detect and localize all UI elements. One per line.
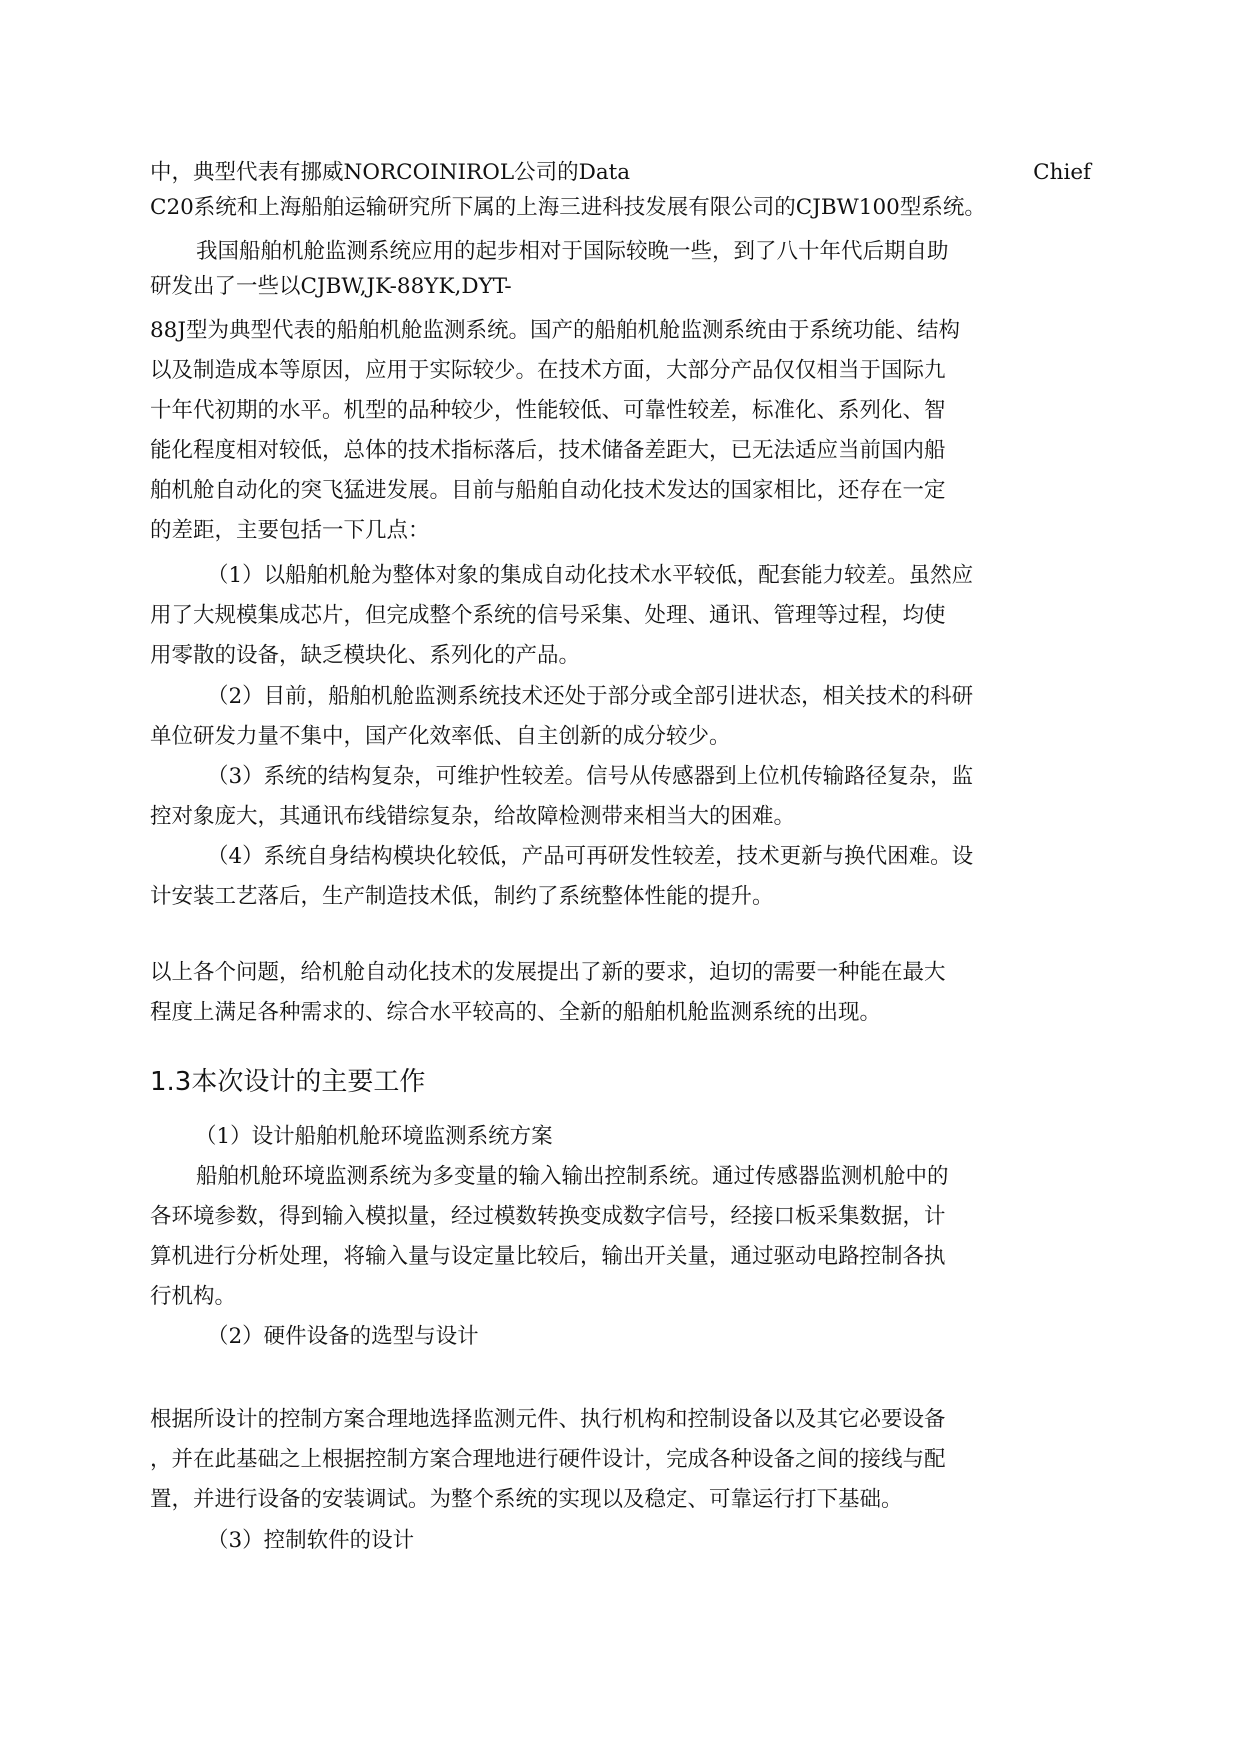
text-line: 用零散的设备，缺乏模块化、系列化的产品。 xyxy=(150,643,581,668)
text-line: 以及制造成本等原因，应用于实际较少。在技术方面，大部分产品仅仅相当于国际九 xyxy=(150,358,946,383)
list-item: （1）以船舶机舱为整体对象的集成自动化技术水平较低，配套能力较差。虽然应 xyxy=(207,563,974,588)
text-line: 各环境参数，得到输入模拟量，经过模数转换变成数字信号，经接口板采集数据，计 xyxy=(150,1204,946,1229)
list-item: （2）目前，船舶机舱监测系统技术还处于部分或全部引进状态，相关技术的科研 xyxy=(207,684,974,709)
list-item: （1）设计船舶机舱环境监测系统方案 xyxy=(195,1124,553,1149)
text-line: 以上各个问题，给机舱自动化技术的发展提出了新的要求，迫切的需要一种能在最大 xyxy=(150,960,946,985)
text-line: 舶机舱自动化的突飞猛进发展。目前与船舶自动化技术发达的国家相比，还存在一定 xyxy=(150,478,946,503)
text-line: C20系统和上海船舶运输研究所下属的上海三进科技发展有限公司的CJBW100型系统。 xyxy=(150,195,986,220)
text-line: 研发出了一些以CJBW,JK-88YK,DYT- xyxy=(150,274,512,299)
list-item: （4）系统自身结构模块化较低，产品可再研发性较差，技术更新与换代困难。设 xyxy=(207,844,974,869)
text-line: 中，典型代表有挪威NORCOINIROL公司的Data xyxy=(150,160,631,185)
text-line: 十年代初期的水平。机型的品种较少，性能较低、可靠性较差，标准化、系列化、智 xyxy=(150,398,946,423)
text-line: 88J型为典型代表的船舶机舱监测系统。国产的船舶机舱监测系统由于系统功能、结构 xyxy=(150,318,960,343)
text-line: 程度上满足各种需求的、综合水平较高的、全新的船舶机舱监测系统的出现。 xyxy=(150,1000,882,1025)
text-line: 我国船舶机舱监测系统应用的起步相对于国际较晚一些，到了八十年代后期自助 xyxy=(196,239,949,264)
text-line: 计安装工艺落后，生产制造技术低，制约了系统整体性能的提升。 xyxy=(150,884,774,909)
text-line: 根据所设计的控制方案合理地选择监测元件、执行机构和控制设备以及其它必要设备 xyxy=(150,1407,946,1432)
text-line: ，并在此基础之上根据控制方案合理地进行硬件设计，完成各种设备之间的接线与配 xyxy=(150,1447,946,1472)
text-line: Chief xyxy=(1033,160,1091,185)
text-line: 的差距，主要包括一下几点： xyxy=(150,518,430,543)
text-line: 控对象庞大，其通讯布线错综复杂，给故障检测带来相当大的困难。 xyxy=(150,804,796,829)
section-heading: 1.3本次设计的主要工作 xyxy=(150,1067,426,1097)
text-line: 算机进行分析处理，将输入量与设定量比较后，输出开关量，通过驱动电路控制各执 xyxy=(150,1244,946,1269)
list-item: （3）系统的结构复杂，可维护性较差。信号从传感器到上位机传输路径复杂，监 xyxy=(207,764,974,789)
list-item: （2）硬件设备的选型与设计 xyxy=(207,1324,479,1349)
text-line: 行机构。 xyxy=(150,1284,237,1309)
text-line: 单位研发力量不集中，国产化效率低、自主创新的成分较少。 xyxy=(150,724,731,749)
list-item: （3）控制软件的设计 xyxy=(207,1528,415,1553)
text-line: 船舶机舱环境监测系统为多变量的输入输出控制系统。通过传感器监测机舱中的 xyxy=(196,1164,949,1189)
text-line: 能化程度相对较低，总体的技术指标落后，技术储备差距大，已无法适应当前国内船 xyxy=(150,438,946,463)
text-line: 用了大规模集成芯片，但完成整个系统的信号采集、处理、通讯、管理等过程，均使 xyxy=(150,603,946,628)
text-line: 置，并进行设备的安装调试。为整个系统的实现以及稳定、可靠运行打下基础。 xyxy=(150,1487,903,1512)
